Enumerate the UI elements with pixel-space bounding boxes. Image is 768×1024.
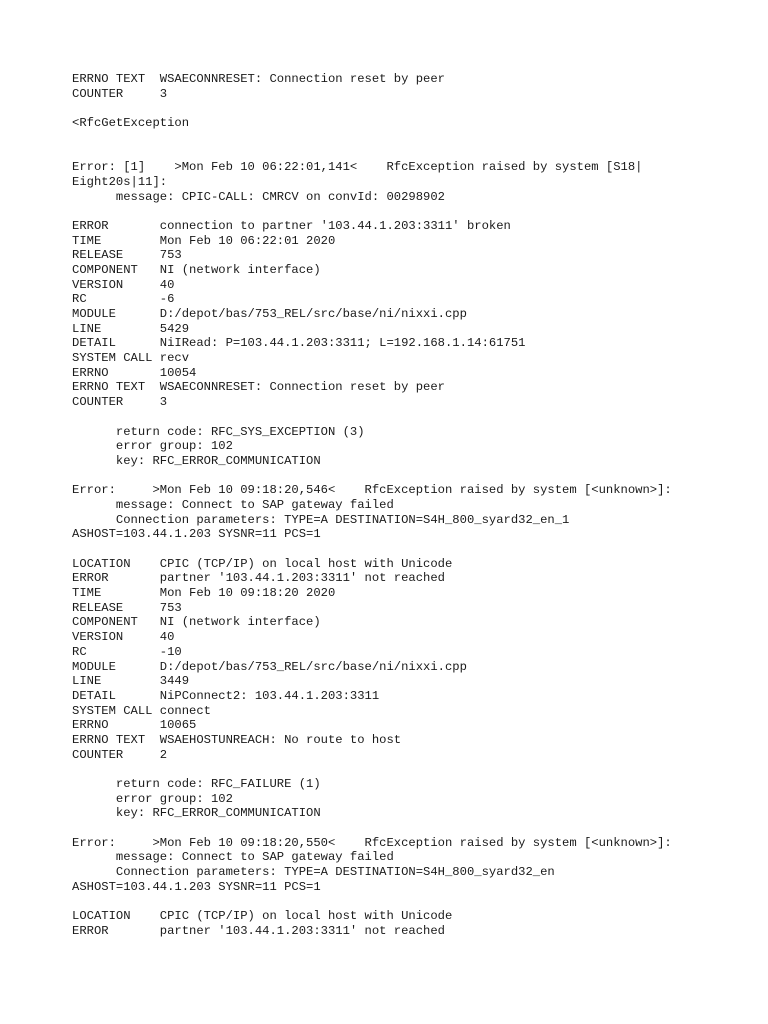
- blank-line: [72, 821, 752, 836]
- blank-line: [72, 145, 752, 160]
- log-line: MODULE D:/depot/bas/753_REL/src/base/ni/nixxi.cpp: [72, 307, 467, 321]
- log-line: Eight20s|11]:: [72, 174, 168, 189]
- log-line: key: RFC_ERROR_COMMUNICATION: [72, 453, 321, 468]
- log-line: RC -10: [72, 644, 182, 659]
- blank-line: [72, 204, 752, 219]
- log-line: return code: RFC_SYS_EXCEPTION (3): [72, 424, 365, 439]
- log-line: message: Connect to SAP gateway failed: [72, 850, 394, 865]
- log-line: Connection parameters: TYPE=A DESTINATION=S4H_800_syard32_en_1: [72, 512, 570, 527]
- blank-line: [72, 101, 752, 116]
- log-line: ASHOST=103.44.1.203 SYSNR=11 PCS=1: [72, 527, 321, 542]
- log-line: ERRNO TEXT WSAECONNRESET: Connection reset by peer: [72, 380, 445, 395]
- log-line: DETAIL NiIRead: P=103.44.1.203:3311; L=192.168.1.14:61751: [72, 336, 526, 351]
- log-line: ERROR partner '103.44.1.203:3311' not reached: [72, 571, 445, 586]
- log-line: message: Connect to SAP gateway failed: [72, 497, 394, 512]
- blank-line: [72, 762, 752, 777]
- log-line: MODULE D:/depot/bas/753_REL/src/base/ni/nixxi.cpp: [72, 659, 467, 674]
- log-line: message: CPIC-CALL: CMRCV on convId: 00298902: [72, 189, 445, 204]
- log-line: Error: >Mon Feb 10 09:18:20,546< RfcException raised by system [<unknown>]:: [72, 483, 672, 498]
- log-line: Connection parameters: TYPE=A DESTINATION=S4H_800_syard32_en: [72, 865, 555, 880]
- log-line: error group: 102: [72, 439, 233, 454]
- log-line: Error: >Mon Feb 10 09:18:20,550< RfcException raised by system [<unknown>]:: [72, 835, 672, 850]
- log-line: return code: RFC_FAILURE (1): [72, 777, 321, 791]
- log-line: ASHOST=103.44.1.203 SYSNR=11 PCS=1: [72, 879, 321, 894]
- log-document: [72, 72, 752, 939]
- blank-line: [72, 542, 752, 557]
- blank-line: [72, 895, 752, 910]
- log-line: ERRNO 10065: [72, 718, 197, 733]
- log-line: DETAIL NiPConnect2: 103.44.1.203:3311: [72, 688, 380, 703]
- blank-line: [72, 410, 752, 425]
- log-line: RELEASE 753: [72, 600, 182, 615]
- log-line: SYSTEM CALL recv: [72, 351, 190, 366]
- log-line: COMPONENT NI (network interface): [72, 615, 321, 630]
- log-line: LOCATION CPIC (TCP/IP) on local host with Unicode: [72, 556, 453, 571]
- log-line: ERROR partner '103.44.1.203:3311' not reached: [72, 923, 445, 938]
- log-line: RC -6: [72, 292, 175, 307]
- log-line: LINE 3449: [72, 674, 190, 689]
- log-line: COUNTER 3: [72, 395, 168, 410]
- blank-line: [72, 469, 752, 484]
- log-line: ERRNO TEXT WSAECONNRESET: Connection reset by peer: [72, 72, 445, 86]
- log-line: key: RFC_ERROR_COMMUNICATION: [72, 806, 321, 821]
- log-line: RELEASE 753: [72, 248, 182, 263]
- log-line: SYSTEM CALL connect: [72, 703, 211, 718]
- log-line: TIME Mon Feb 10 09:18:20 2020: [72, 586, 336, 601]
- log-line: <RfcGetException: [72, 116, 190, 131]
- log-line: error group: 102: [72, 791, 233, 806]
- log-line: COUNTER 2: [72, 747, 168, 762]
- log-line: ERRNO 10054: [72, 365, 197, 380]
- log-line: VERSION 40: [72, 630, 175, 645]
- log-line: LOCATION CPIC (TCP/IP) on local host with Unicode: [72, 909, 453, 924]
- log-line: Error: [1] >Mon Feb 10 06:22:01,141< RfcException raised by system [S18|: [72, 160, 643, 175]
- log-line: TIME Mon Feb 10 06:22:01 2020: [72, 233, 336, 248]
- log-line: ERROR connection to partner '103.44.1.203:3311' broken: [72, 218, 511, 233]
- log-line: VERSION 40: [72, 277, 175, 292]
- log-line: COMPONENT NI (network interface): [72, 262, 321, 277]
- log-line: COUNTER 3: [72, 86, 168, 101]
- blank-line: [72, 131, 752, 146]
- log-line: ERRNO TEXT WSAEHOSTUNREACH: No route to host: [72, 732, 402, 747]
- log-line: LINE 5429: [72, 321, 190, 336]
